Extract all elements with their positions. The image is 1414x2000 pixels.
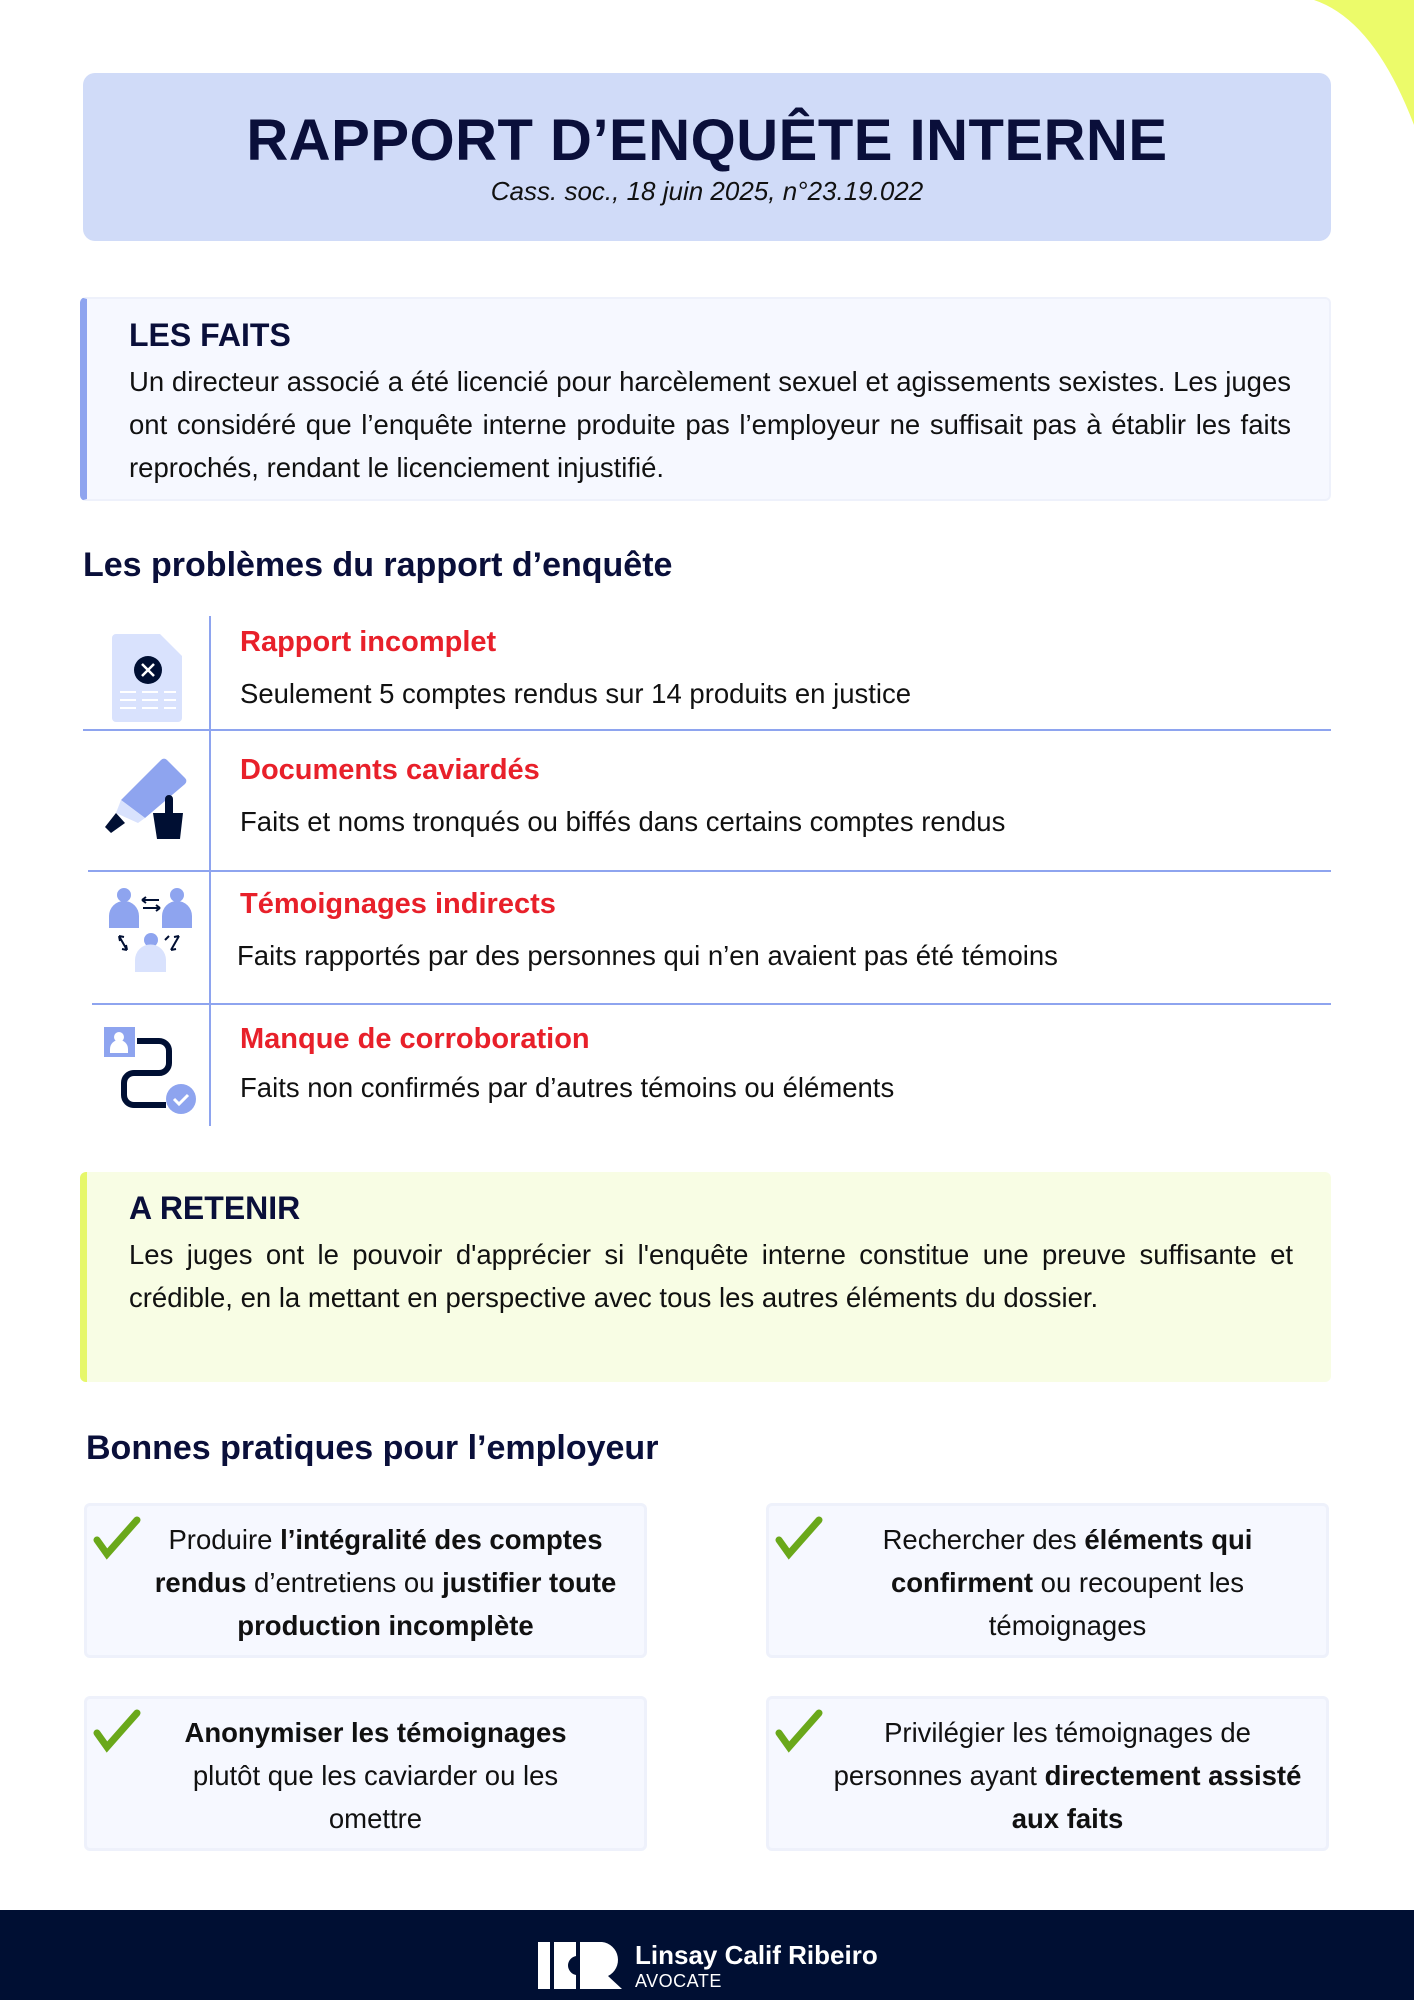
text-emphasis: justifier toute production incomplète: [237, 1567, 617, 1641]
problem-title: Témoignages indirects: [240, 888, 556, 920]
practice-card: [766, 1503, 1329, 1658]
firm-logo: [538, 1942, 622, 1989]
practice-card: [84, 1696, 647, 1851]
problem-row: [83, 1003, 1331, 1126]
problem-description: Faits et noms tronqués ou biffés dans certains comptes rendus: [240, 806, 1006, 837]
facts-box: [80, 297, 1331, 501]
firm-name: Linsay Calif Ribeiro: [635, 1940, 878, 1970]
checkmark-icon: [93, 1707, 141, 1755]
text-segment: Produire: [168, 1524, 281, 1555]
practice-card: [766, 1696, 1329, 1851]
text-segment: d’entretiens ou: [246, 1567, 443, 1598]
text-emphasis: éléments qui confirment: [890, 1524, 1253, 1598]
checkmark-icon: [775, 1514, 823, 1562]
practice-text: [829, 1711, 1306, 1840]
text-segment: plutôt que les caviarder ou les omettre: [192, 1760, 559, 1834]
text-emphasis: Anonymiser les témoignages: [184, 1717, 567, 1748]
facts-heading: LES FAITS: [129, 317, 291, 353]
indirect-testimony-icon: [109, 888, 195, 974]
practice-text: [829, 1518, 1306, 1647]
firm-role: AVOCATE: [635, 1971, 722, 1991]
highlighter-redaction-icon: [103, 755, 193, 840]
practice-text: [147, 1518, 624, 1647]
incomplete-document-icon: [108, 634, 188, 724]
practice-text: [167, 1711, 584, 1840]
problem-title: Rapport incomplet: [240, 626, 497, 658]
problem-row: [83, 729, 1331, 870]
problem-description: Faits non confirmés par d’autres témoins ou éléments: [240, 1072, 895, 1103]
problem-row: [83, 870, 1331, 1003]
problem-description: Faits rapportés par des personnes qui n’en avaient pas été témoins: [237, 940, 1058, 971]
case-reference: Cass. soc., 18 juin 2025, n°23.19.022: [490, 176, 924, 206]
practices-heading: Bonnes pratiques pour l’employeur: [86, 1429, 659, 1467]
practice-card: [84, 1503, 647, 1658]
title-banner: [83, 73, 1331, 241]
text-segment: Privilégier les témoignages de personnes ayant: [833, 1717, 1251, 1791]
problem-description: Seulement 5 comptes rendus sur 14 produits en justice: [240, 678, 912, 709]
key-takeaway-box: [80, 1172, 1331, 1382]
problems-heading: Les problèmes du rapport d’enquête: [83, 546, 673, 584]
problem-title: Manque de corroboration: [240, 1023, 590, 1055]
footer: [0, 1910, 1414, 2000]
text-segment: Rechercher des: [882, 1524, 1085, 1555]
text-segment: ou recoupent les témoignages: [988, 1567, 1245, 1641]
checkmark-icon: [93, 1514, 141, 1562]
text-emphasis: directement assisté aux faits: [1011, 1760, 1302, 1834]
page-title: RAPPORT D’ENQUÊTE INTERNE: [246, 108, 1168, 173]
corroboration-path-icon: [104, 1027, 199, 1117]
problem-title: Documents caviardés: [240, 754, 540, 786]
text-emphasis: l’intégralité des comptes rendus: [154, 1524, 603, 1598]
takeaway-body: Les juges ont le pouvoir d'apprécier si l'enquête interne constitue une preuve suffisante et crédible, en la mettant en perspective avec tous les autres éléments du dossier.: [129, 1239, 1293, 1313]
facts-body: Un directeur associé a été licencié pour harcèlement sexuel et agissements sexistes. Les juges ont considéré que l’enquête interne produite pas l’employeur ne suffisait pas à établir les faits reprochés, rendant le licenciement injustifié.: [129, 366, 1291, 483]
takeaway-heading: A RETENIR: [129, 1190, 301, 1226]
checkmark-icon: [775, 1707, 823, 1755]
problem-row: [83, 616, 1331, 729]
